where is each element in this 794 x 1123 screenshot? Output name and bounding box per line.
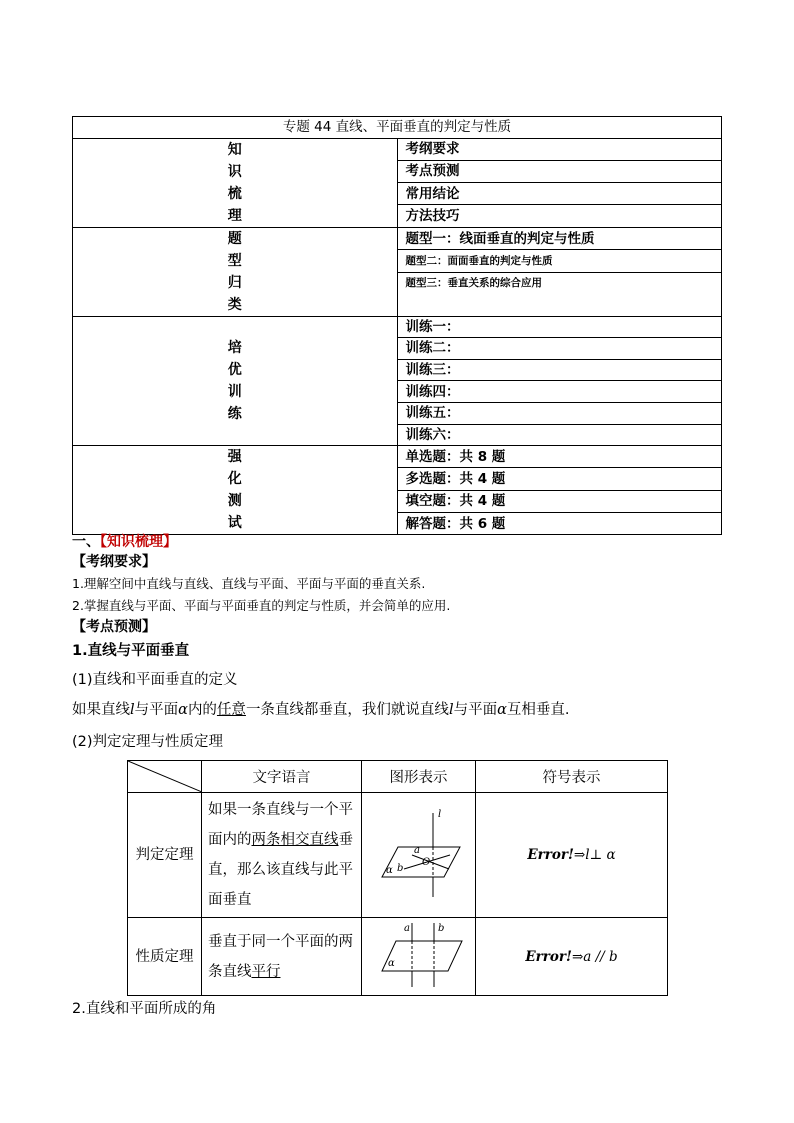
- svg-text:α: α: [387, 957, 395, 969]
- kaogang-item-1: 1.理解空间中直线与直线、直线与平面、平面与平面的垂直关系.: [72, 576, 426, 591]
- svg-text:O: O: [421, 857, 430, 868]
- outline-category-training: 培 优 训 练: [73, 316, 398, 446]
- svg-text:a: a: [403, 922, 410, 934]
- outline-item: 单选题：共 8 题: [397, 446, 722, 468]
- kaodian-heading: 【考点预测】: [72, 619, 156, 635]
- outline-item: 常用结论: [397, 183, 722, 205]
- outline-item: 训练四：: [397, 381, 722, 403]
- judgement-theorem-text: 如果一条直线与一个平面内的两条相交直线垂直，那么该直线与此平面垂直: [202, 793, 362, 918]
- outline-item: 填空题：共 4 题: [397, 490, 722, 512]
- outline-category-tests: 强 化 测 试: [73, 446, 398, 535]
- parallel-lines-plane-diagram: [364, 919, 474, 991]
- definition-text: 如果直线l与平面α内的任意一条直线都垂直，我们就说直线l与平面α互相垂直.: [72, 702, 570, 718]
- svg-text:a: a: [413, 845, 420, 856]
- outline-item: 题型一：线面垂直的判定与性质: [397, 227, 722, 250]
- diagonal-line: [128, 761, 202, 792]
- property-theorem-name: 性质定理: [128, 918, 202, 996]
- outline-item: 题型二：面面垂直的判定与性质: [397, 250, 722, 273]
- header-text-language: 文字语言: [202, 761, 362, 793]
- judgement-theorem-name: 判定定理: [128, 793, 202, 918]
- property-theorem-text: 垂直于同一个平面的两条直线平行: [202, 918, 362, 996]
- svg-text:b: b: [396, 863, 403, 874]
- judgement-theorem-symbol: Error!⇒l⊥ α: [476, 793, 668, 918]
- outline-item: 考纲要求: [397, 138, 722, 160]
- outline-item: 训练六：: [397, 424, 722, 446]
- outline-item: 方法技巧: [397, 205, 722, 227]
- outline-item: 训练五：: [397, 402, 722, 424]
- subheading-line-plane-angle: 2.直线和平面所成的角: [72, 1001, 217, 1017]
- judgement-theorem-figure: [362, 793, 476, 918]
- svg-text:α: α: [385, 865, 393, 876]
- property-theorem-figure: [362, 918, 476, 996]
- svg-text:b: b: [437, 922, 444, 934]
- outline-table: [72, 116, 722, 535]
- outline-item: 题型三：垂直关系的综合应用: [397, 273, 722, 316]
- subheading-line-plane-perpendicular: 1.直线与平面垂直: [72, 643, 190, 659]
- outline-item: 多选题：共 4 题: [397, 468, 722, 490]
- kaogang-item-2: 2.掌握直线与平面、平面与平面垂直的判定与性质，并会简单的应用.: [72, 598, 451, 613]
- kaogang-heading: 【考纲要求】: [72, 554, 156, 570]
- outline-item: 训练一：: [397, 316, 722, 338]
- theorem-title: (2)判定定理与性质定理: [72, 734, 224, 750]
- property-theorem-symbol: Error!⇒a // b: [476, 918, 668, 996]
- corner-diagonal-cell: [128, 761, 202, 793]
- outline-item: 训练三：: [397, 359, 722, 381]
- outline-category-knowledge: 知 识 梳 理: [73, 138, 398, 227]
- header-symbol: 符号表示: [476, 761, 668, 793]
- outline-item: 考点预测: [397, 160, 722, 182]
- outline-item: 训练二：: [397, 338, 722, 360]
- header-figure: 图形表示: [362, 761, 476, 793]
- definition-title: (1)直线和平面垂直的定义: [72, 672, 238, 688]
- theorem-table: [127, 760, 668, 996]
- svg-text:l: l: [437, 809, 441, 820]
- outline-item: 解答题：共 6 题: [397, 512, 722, 534]
- outline-title: 专题 44 直线、平面垂直的判定与性质: [73, 117, 722, 139]
- section-heading: 一、【知识梳理】: [72, 534, 177, 550]
- outline-category-question-types: 题 型 归 类: [73, 227, 398, 316]
- line-perpendicular-plane-diagram: [364, 803, 474, 903]
